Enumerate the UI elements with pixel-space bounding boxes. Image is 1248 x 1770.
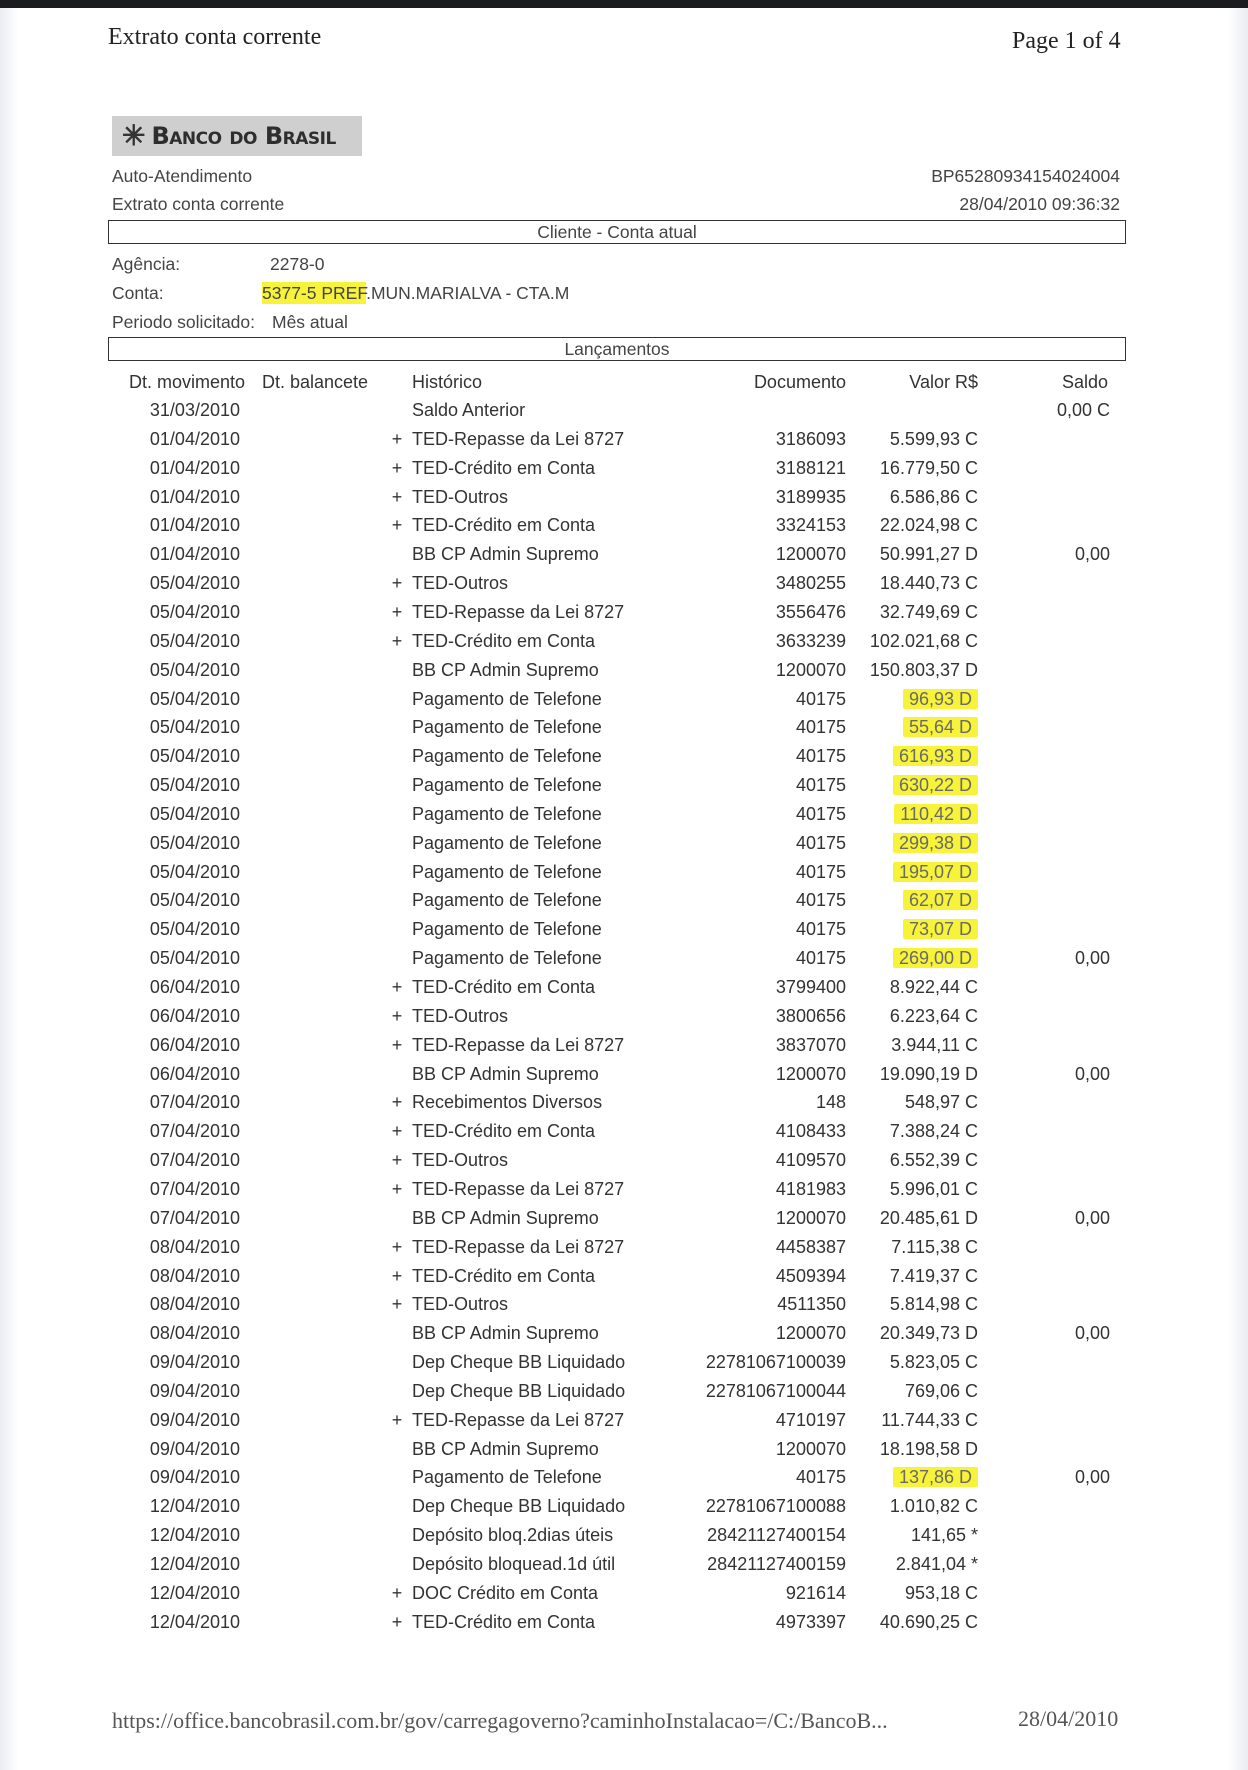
cell-saldo: 0,00 C [1056,400,1110,420]
table-row [0,717,1248,745]
cell-historico: Saldo Anterior [412,400,526,420]
bank-logo-text: Banco do Brasil [151,122,336,150]
cell-valor: 11.744,33 C [881,1410,978,1430]
cell-valor: 1.010,82 C [889,1496,978,1516]
cell-historico: Pagamento de Telefone [412,746,602,766]
table-row [0,1583,1248,1611]
highlighted-value: 195,07 D [893,862,978,882]
table-row [0,890,1248,918]
account-name: .MUN.MARIALVA - CTA.M [366,283,570,303]
cell-valor [852,717,978,738]
cell-historico: Dep Cheque BB Liquidado [412,1496,626,1516]
cell-sign: + [391,1237,403,1257]
document-title: Extrato conta corrente [108,24,322,50]
cell-documento: 3633239 [775,631,846,651]
table-row [0,977,1248,1005]
cell-valor: 6.552,39 C [889,1150,978,1170]
cell-documento: 40175 [795,1467,846,1487]
table-row [0,660,1248,688]
cell-valor [852,833,978,854]
cell-dt-movimento: 01/04/2010 [149,458,240,478]
statement-code: BP65280934154024004 [931,166,1120,186]
cell-historico: TED-Crédito em Conta [412,458,596,478]
cell-dt-movimento: 09/04/2010 [149,1467,240,1487]
cell-dt-movimento: 05/04/2010 [149,862,240,882]
cell-documento: 3837070 [775,1035,846,1055]
cell-dt-movimento: 12/04/2010 [149,1525,240,1545]
cell-valor: 7.115,38 C [891,1237,978,1257]
cell-valor: 18.440,73 C [879,573,978,593]
cell-saldo: 0,00 [1074,948,1110,968]
cell-historico: BB CP Admin Supremo [412,544,599,564]
cell-valor: 6.586,86 C [889,487,978,507]
cell-valor [852,862,978,883]
cell-valor: 3.944,11 C [891,1035,978,1055]
highlighted-value: 73,07 D [903,919,978,939]
cell-documento: 921614 [785,1583,846,1603]
cell-documento: 3186093 [775,429,846,449]
cell-dt-movimento: 06/04/2010 [149,1006,240,1026]
cell-historico: Dep Cheque BB Liquidado [412,1352,626,1372]
cell-historico: TED-Repasse da Lei 8727 [412,429,625,449]
highlighted-value: 96,93 D [903,689,978,709]
statement-datetime: 28/04/2010 09:36:32 [959,194,1120,214]
cell-documento: 40175 [795,948,846,968]
cell-dt-movimento: 07/04/2010 [149,1150,240,1170]
cell-sign: + [391,515,403,535]
cell-historico: TED-Crédito em Conta [412,515,596,535]
cell-dt-movimento: 05/04/2010 [149,717,240,737]
cell-dt-movimento: 12/04/2010 [149,1583,240,1603]
cell-sign: + [391,1612,403,1632]
table-row [0,515,1248,543]
cell-historico: Pagamento de Telefone [412,862,602,882]
table-row [0,1294,1248,1322]
table-row [0,1121,1248,1149]
cell-documento: 28421127400159 [707,1554,846,1574]
col-dt-movimento: Dt. movimento [128,372,245,392]
cell-documento: 3188121 [775,458,846,478]
cell-documento: 40175 [795,775,846,795]
cell-valor: 102.021,68 C [869,631,978,651]
cell-historico: BB CP Admin Supremo [412,1064,599,1084]
cell-documento: 3800656 [775,1006,846,1026]
table-row [0,458,1248,486]
table-header [0,372,1248,400]
cell-dt-movimento: 05/04/2010 [149,890,240,910]
cell-dt-movimento: 05/04/2010 [149,775,240,795]
cell-valor: 22.024,98 C [879,515,978,535]
cell-documento: 1200070 [775,544,846,564]
cell-valor [852,689,978,710]
highlighted-value: 269,00 D [893,948,978,968]
cell-sign: + [391,1294,403,1314]
cell-documento: 40175 [795,862,846,882]
table-row [0,1323,1248,1351]
table-row [0,1352,1248,1380]
cell-valor: 19.090,19 D [879,1064,978,1084]
page-number: Page 1 of 4 [1012,28,1121,54]
cell-dt-movimento: 09/04/2010 [149,1352,240,1372]
cell-valor: 769,06 C [904,1381,978,1401]
footer-url: https://office.bancobrasil.com.br/gov/carregagoverno?caminhoInstalacao=/C:/BancoB... [112,1708,888,1733]
cell-dt-movimento: 09/04/2010 [149,1381,240,1401]
statement-label: Extrato conta corrente [112,194,285,214]
table-row [0,429,1248,457]
entries-box: Lançamentos [108,337,1126,361]
cell-historico: TED-Repasse da Lei 8727 [412,602,625,622]
scan-edge [0,0,1248,8]
cell-dt-movimento: 01/04/2010 [149,544,240,564]
cell-documento: 40175 [795,746,846,766]
cell-valor: 50.991,27 D [879,544,978,564]
cell-dt-movimento: 07/04/2010 [149,1121,240,1141]
cell-dt-movimento: 05/04/2010 [149,689,240,709]
cell-saldo: 0,00 [1074,1467,1110,1487]
cell-valor: 6.223,64 C [889,1006,978,1026]
cell-valor: 20.485,61 D [879,1208,978,1228]
table-row [0,1496,1248,1524]
cell-historico: TED-Crédito em Conta [412,1266,596,1286]
cell-valor [852,775,978,796]
cell-historico: Pagamento de Telefone [412,919,602,939]
cell-historico: Pagamento de Telefone [412,890,602,910]
cell-dt-movimento: 12/04/2010 [149,1612,240,1632]
period-value: Mês atual [272,312,348,332]
table-row [0,1237,1248,1265]
cell-dt-movimento: 07/04/2010 [149,1092,240,1112]
cell-historico: TED-Repasse da Lei 8727 [412,1237,625,1257]
cell-sign: + [391,429,403,449]
cell-saldo: 0,00 [1074,1064,1110,1084]
highlighted-value: 137,86 D [893,1467,978,1487]
cell-sign: + [391,1092,403,1112]
cell-documento: 40175 [795,890,846,910]
cell-sign: + [391,573,403,593]
cell-historico: TED-Repasse da Lei 8727 [412,1035,625,1055]
table-row [0,544,1248,572]
cell-documento: 22781067100039 [705,1352,846,1372]
col-dt-balancete: Dt. balancete [262,372,369,392]
cell-historico: Recebimentos Diversos [412,1092,603,1112]
cell-documento: 4511350 [777,1294,846,1314]
service-label: Auto-Atendimento [112,166,253,186]
cell-valor: 150.803,37 D [869,660,978,680]
cell-historico: TED-Outros [412,1294,509,1314]
table-row [0,1439,1248,1467]
cell-valor: 40.690,25 C [879,1612,978,1632]
cell-historico: DOC Crédito em Conta [412,1583,599,1603]
cell-dt-movimento: 05/04/2010 [149,573,240,593]
cell-valor: 5.823,05 C [889,1352,978,1372]
cell-sign: + [391,1006,403,1026]
table-row [0,1006,1248,1034]
cell-dt-movimento: 01/04/2010 [149,429,240,449]
cell-historico: TED-Crédito em Conta [412,977,596,997]
cell-documento: 3189935 [775,487,846,507]
cell-documento: 4458387 [775,1237,846,1257]
cell-documento: 4710197 [775,1410,846,1430]
cell-documento: 4108433 [775,1121,846,1141]
highlighted-value: 110,42 D [894,804,978,824]
cell-sign: + [391,1150,403,1170]
cell-valor: 7.419,37 C [889,1266,978,1286]
table-row [0,573,1248,601]
table-row [0,833,1248,861]
cell-dt-movimento: 05/04/2010 [149,660,240,680]
cell-documento: 4973397 [775,1612,846,1632]
cell-sign: + [391,602,403,622]
cell-dt-movimento: 08/04/2010 [149,1266,240,1286]
highlighted-value: 55,64 D [903,717,978,737]
agency-label: Agência: [112,254,181,274]
cell-dt-movimento: 05/04/2010 [149,746,240,766]
cell-dt-movimento: 06/04/2010 [149,1035,240,1055]
cell-documento: 3799400 [775,977,846,997]
table-row [0,1554,1248,1582]
cell-valor: 2.841,04 * [895,1554,978,1574]
table-row [0,1064,1248,1092]
account-label: Conta: [112,283,164,303]
cell-historico: Pagamento de Telefone [412,775,602,795]
cell-sign: + [391,1121,403,1141]
table-row [0,775,1248,803]
cell-historico: TED-Outros [412,1150,509,1170]
cell-documento: 3480255 [775,573,846,593]
cell-documento: 3324153 [775,515,846,535]
cell-documento: 3556476 [775,602,846,622]
table-row [0,1381,1248,1409]
cell-documento: 1200070 [775,660,846,680]
client-box: Cliente - Conta atual [108,220,1126,244]
cell-historico: Pagamento de Telefone [412,717,602,737]
cell-valor: 16.779,50 C [879,458,978,478]
cell-sign: + [391,631,403,651]
cell-historico: Depósito bloquead.1d útil [412,1554,616,1574]
table-row [0,1266,1248,1294]
cell-documento: 4509394 [775,1266,846,1286]
cell-dt-movimento: 07/04/2010 [149,1208,240,1228]
cell-saldo: 0,00 [1074,544,1110,564]
cell-valor: 18.198,58 D [879,1439,978,1459]
cell-dt-movimento: 06/04/2010 [149,1064,240,1084]
highlighted-value: 630,22 D [893,775,978,795]
cell-documento: 148 [815,1092,846,1112]
cell-documento: 1200070 [775,1323,846,1343]
cell-valor: 32.749,69 C [879,602,978,622]
cell-dt-movimento: 05/04/2010 [149,833,240,853]
cell-valor [852,804,978,825]
cell-sign: + [391,487,403,507]
table-row [0,1467,1248,1495]
table-row [0,1179,1248,1207]
cell-historico: TED-Outros [412,573,509,593]
cell-documento: 1200070 [775,1439,846,1459]
cell-documento: 22781067100044 [705,1381,846,1401]
table-row [0,1410,1248,1438]
cell-valor: 548,97 C [904,1092,978,1112]
cell-documento: 40175 [795,717,846,737]
table-row [0,804,1248,832]
cell-valor: 141,65 * [910,1525,978,1545]
highlighted-value: 616,93 D [893,746,978,766]
footer-date: 28/04/2010 [1018,1706,1119,1731]
cell-historico: Pagamento de Telefone [412,833,602,853]
cell-dt-movimento: 05/04/2010 [149,804,240,824]
cell-dt-movimento: 07/04/2010 [149,1179,240,1199]
cell-dt-movimento: 31/03/2010 [149,400,240,420]
highlighted-value: 299,38 D [893,833,978,853]
cell-saldo: 0,00 [1074,1208,1110,1228]
highlighted-value: 62,07 D [903,890,978,910]
col-valor: Valor R$ [909,372,978,392]
agency-value: 2278-0 [270,254,325,274]
table-row [0,1150,1248,1178]
cell-valor: 5.814,98 C [889,1294,978,1314]
cell-saldo: 0,00 [1074,1323,1110,1343]
table-row [0,746,1248,774]
cell-historico: TED-Repasse da Lei 8727 [412,1410,625,1430]
table-row [0,689,1248,717]
cell-valor: 5.996,01 C [889,1179,978,1199]
cell-valor: 5.599,93 C [889,429,978,449]
cell-documento: 1200070 [775,1208,846,1228]
cell-dt-movimento: 05/04/2010 [149,919,240,939]
cell-sign: + [391,1179,403,1199]
cell-sign: + [391,458,403,478]
cell-historico: BB CP Admin Supremo [412,660,599,680]
cell-historico: Pagamento de Telefone [412,804,602,824]
cell-documento: 28421127400154 [707,1525,846,1545]
cell-documento: 40175 [795,833,846,853]
cell-dt-movimento: 05/04/2010 [149,631,240,651]
table-row [0,919,1248,947]
period-label: Periodo solicitado: [112,312,255,332]
table-row [0,1092,1248,1120]
cell-historico: TED-Outros [412,1006,509,1026]
cell-historico: TED-Crédito em Conta [412,631,596,651]
cell-dt-movimento: 08/04/2010 [149,1323,240,1343]
cell-valor: 953,18 C [904,1583,978,1603]
cell-historico: TED-Crédito em Conta [412,1612,596,1632]
table-row [0,948,1248,976]
cell-valor [852,919,978,940]
cell-historico: Pagamento de Telefone [412,948,602,968]
cell-valor [852,948,978,969]
cell-dt-movimento: 12/04/2010 [149,1496,240,1516]
account-highlight: 5377-5 PREF [262,283,367,303]
cell-historico: Pagamento de Telefone [412,689,602,709]
cell-sign: + [391,1035,403,1055]
cell-sign: + [391,1583,403,1603]
cell-historico: Pagamento de Telefone [412,1467,602,1487]
cell-historico: BB CP Admin Supremo [412,1208,599,1228]
table-row [0,1525,1248,1553]
cell-historico: BB CP Admin Supremo [412,1323,599,1343]
cell-dt-movimento: 08/04/2010 [149,1294,240,1314]
bank-logo [112,116,362,156]
cell-historico: TED-Crédito em Conta [412,1121,596,1141]
cell-historico: TED-Repasse da Lei 8727 [412,1179,625,1199]
cell-dt-movimento: 05/04/2010 [149,948,240,968]
cell-documento: 40175 [795,919,846,939]
account-value [262,283,569,304]
table-row [0,1208,1248,1236]
cell-documento: 4181983 [775,1179,846,1199]
cell-documento: 4109570 [775,1150,846,1170]
col-historico: Histórico [412,372,483,392]
cell-historico: TED-Outros [412,487,509,507]
table-row [0,1612,1248,1640]
cell-documento: 22781067100088 [705,1496,846,1516]
bb-logo-icon: ✳ [122,120,146,151]
table-row [0,862,1248,890]
cell-historico: Depósito bloq.2dias úteis [412,1525,614,1545]
cell-dt-movimento: 09/04/2010 [149,1439,240,1459]
cell-valor [852,890,978,911]
col-saldo: Saldo [1061,372,1108,392]
cell-sign: + [391,1410,403,1430]
cell-historico: BB CP Admin Supremo [412,1439,599,1459]
cell-valor: 8.922,44 C [889,977,978,997]
cell-valor: 7.388,24 C [889,1121,978,1141]
cell-dt-movimento: 09/04/2010 [149,1410,240,1430]
table-row [0,487,1248,515]
table-row [0,631,1248,659]
cell-documento: 1200070 [775,1064,846,1084]
cell-dt-movimento: 01/04/2010 [149,487,240,507]
table-row [0,602,1248,630]
cell-dt-movimento: 06/04/2010 [149,977,240,997]
table-row [0,400,1248,428]
cell-sign: + [391,1266,403,1286]
table-row [0,1035,1248,1063]
cell-documento: 40175 [795,689,846,709]
cell-dt-movimento: 08/04/2010 [149,1237,240,1257]
cell-valor [852,1467,978,1488]
cell-dt-movimento: 12/04/2010 [149,1554,240,1574]
cell-dt-movimento: 05/04/2010 [149,602,240,622]
cell-dt-movimento: 01/04/2010 [149,515,240,535]
cell-valor [852,746,978,767]
cell-historico: Dep Cheque BB Liquidado [412,1381,626,1401]
col-documento: Documento [753,372,846,392]
cell-sign: + [391,977,403,997]
cell-valor: 20.349,73 D [879,1323,978,1343]
cell-documento: 40175 [795,804,846,824]
